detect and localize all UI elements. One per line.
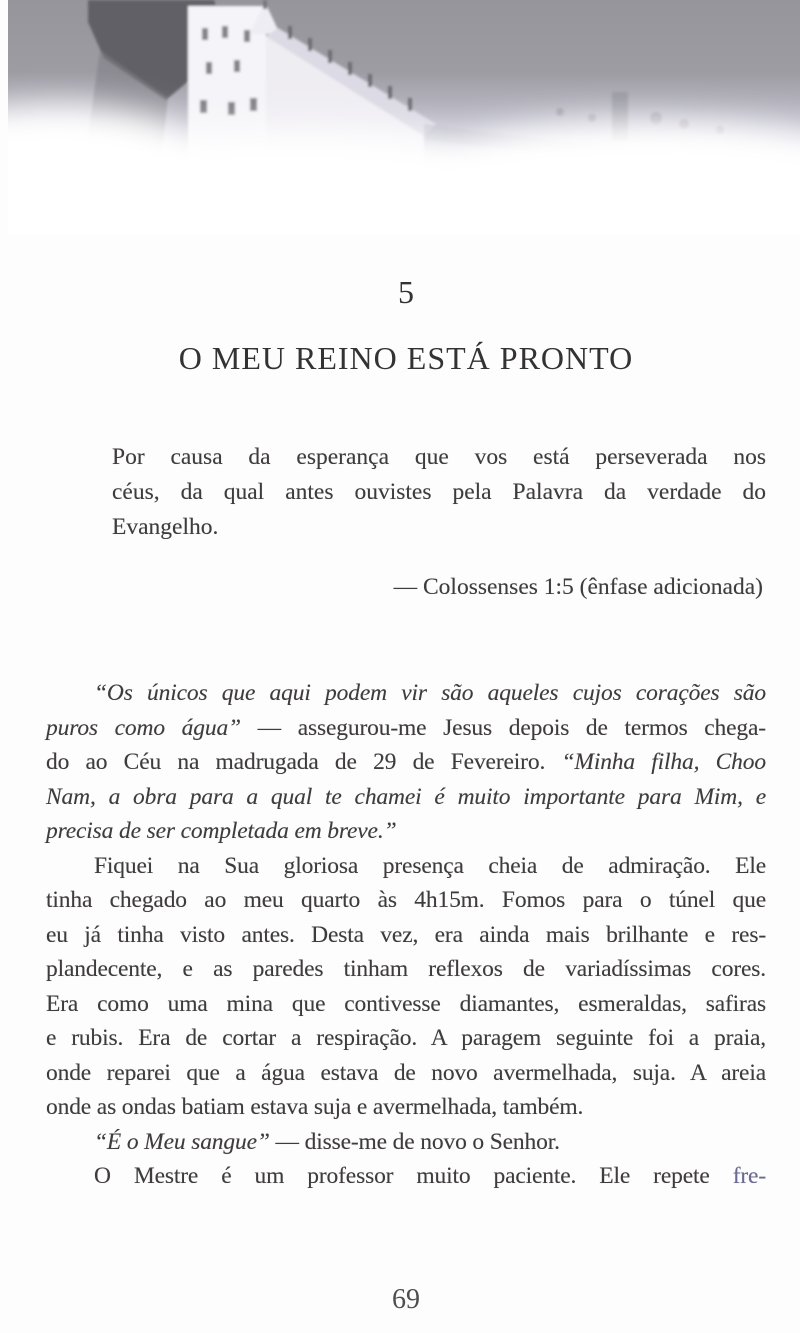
body-line [46,1159,766,1194]
paragraph [46,1159,766,1194]
text-segment: do ao Céu na madrugada de 29 de Fevereiro. [46,749,562,775]
italic-quote-segment: “Os únicos que aqui podem vir são aqueles cujos corações são [94,680,766,706]
text-segment: e rubis. Era de cortar a respiração. A paragem seguinte foi a praia, [46,1025,766,1051]
body-line [46,1056,766,1091]
body-line [46,1125,766,1160]
body-line [46,987,766,1022]
chapter-number: 5 [398,274,414,310]
text-segment: onde as ondas batiam estava suja e avermelhada, também. [46,1094,584,1120]
paragraph [46,1125,766,1160]
epigraph-line: Evangelho. [112,514,219,540]
epigraph-attribution: — Colossenses 1:5 (ênfase adicionada) [393,574,763,600]
body-line [46,780,766,815]
italic-quote-segment: puros como água” [46,714,241,741]
text-segment: — assegurou-me Jesus depois de termos chega- [240,714,766,741]
text-segment: Fiquei na Sua gloriosa presença cheia de admiração. Ele [94,852,766,879]
text-segment: eu já tinha visto antes. Desta vez, era ainda mais brilhante e res- [46,921,766,948]
text-segment: tinha chegado ao meu quarto às 4h15m. Fomos para o túnel que [46,887,766,913]
body-line [46,918,766,953]
paragraph [46,849,766,1125]
castle-photo-image [8,0,800,235]
text-segment: fre- [732,1163,766,1189]
paragraph [46,676,766,849]
body-line [46,814,766,849]
castle-photo [8,0,800,235]
page-number: 69 [392,1284,420,1315]
body-line [46,676,766,711]
body-line [46,952,766,987]
italic-quote-segment: “É o Meu sangue” [94,1128,270,1155]
body-line [46,1090,766,1125]
italic-quote-segment: Nam, a obra para a qual te chamei é muito importante para Mim, e [46,783,766,810]
body-line [46,1021,766,1056]
body-line [46,883,766,918]
text-segment: — disse-me de novo o Senhor. [269,1128,560,1155]
body-text [46,676,766,1194]
epigraph-line: Por causa da esperança que vos está perseverada nos [112,444,766,470]
chapter-title: O MEU REINO ESTÁ PRONTO [178,340,634,376]
castle-turret-tip [263,0,267,9]
epigraph [112,440,766,545]
body-line [46,849,766,884]
body-line [46,745,766,780]
epigraph-line: céus, da qual antes ouvistes pela Palavra da verdade do [112,479,766,505]
text-segment: onde reparei que a água estava de novo avermelhada, suja. A areia [46,1059,766,1086]
text-segment: O Mestre é um professor muito paciente. Ele repete [94,1163,733,1189]
body-line [46,711,766,746]
text-segment: plandecente, e as paredes tinham reflexos de variadíssimas cores. [46,956,766,982]
text-segment: Era como uma mina que contivesse diamantes, esmeraldas, safiras [46,990,766,1017]
italic-quote-segment: precisa de ser completada em breve.” [46,818,397,844]
epigraph-lines [112,440,766,545]
italic-quote-segment: “Minha filha, Choo [561,749,766,775]
